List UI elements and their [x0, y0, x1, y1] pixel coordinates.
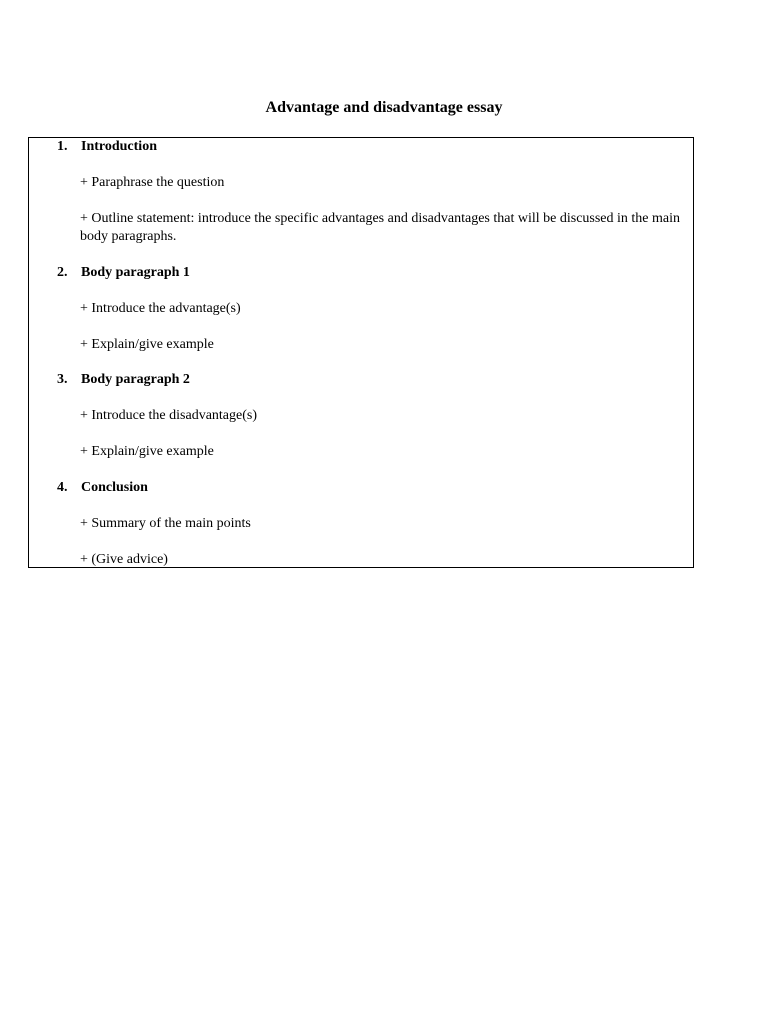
essay-outline-box — [28, 137, 694, 568]
outline-point: + Summary of the main points — [80, 516, 251, 531]
outline-point: + Introduce the disadvantage(s) — [80, 408, 257, 423]
section-title: Conclusion — [81, 480, 148, 495]
section-heading-body-paragraph-1 — [29, 264, 693, 282]
section-heading-conclusion — [29, 479, 693, 497]
section-title: Introduction — [81, 139, 157, 154]
section-heading-body-paragraph-2 — [29, 371, 693, 389]
outline-point: + (Give advice) — [80, 552, 168, 567]
outline-point: + Outline statement: introduce the specific advantages and disadvantages that will be discussed in the main body paragraphs. — [80, 211, 681, 244]
section-heading-introduction — [29, 138, 693, 156]
section-title: Body paragraph 2 — [81, 372, 190, 387]
section-number: 3. — [57, 372, 68, 387]
document-title: Advantage and disadvantage essay — [265, 99, 503, 116]
section-number: 1. — [57, 139, 68, 154]
outline-point: + Introduce the advantage(s) — [80, 301, 241, 316]
outline-point: + Paraphrase the question — [80, 175, 225, 190]
section-title: Body paragraph 1 — [81, 265, 190, 280]
outline-point: + Explain/give example — [80, 337, 214, 352]
section-number: 2. — [57, 265, 68, 280]
section-number: 4. — [57, 480, 68, 495]
outline-point: + Explain/give example — [80, 444, 214, 459]
